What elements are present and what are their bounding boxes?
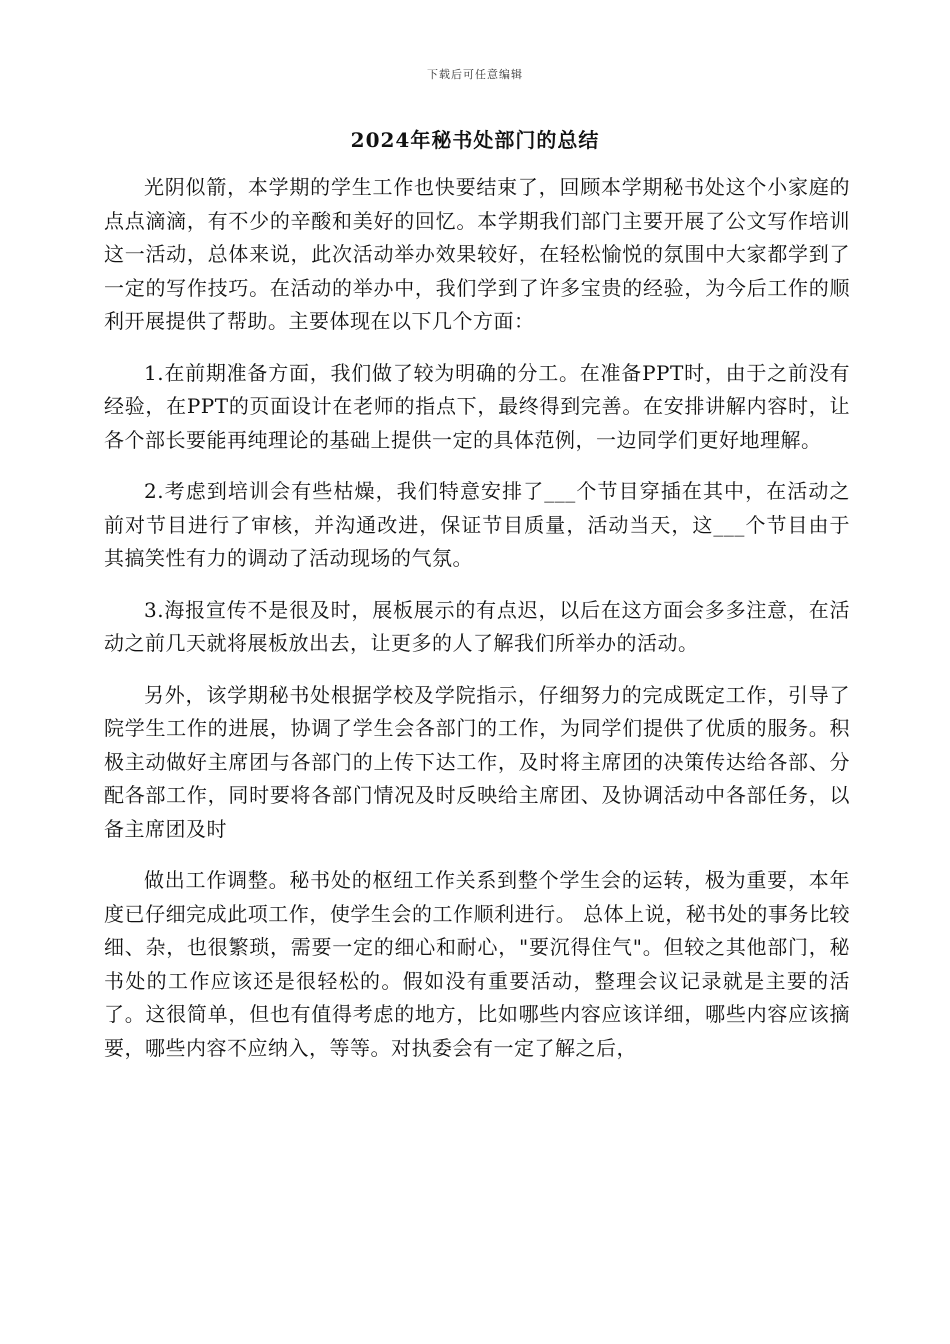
header-note: 下载后可任意编辑 bbox=[427, 68, 523, 81]
paragraph-point-3: 3.海报宣传不是很及时，展板展示的有点迟，以后在这方面会多多注意，在活动之前几天就将展板放出去，让更多的人了解我们所举办的活动。 bbox=[104, 597, 850, 655]
document-body bbox=[104, 171, 850, 1083]
paragraph-summary: 做出工作调整。秘书处的枢纽工作关系到整个学生会的运转，极为重要，本年度已仔细完成此项工作，使学生会的工作顺利进行。 总体上说，秘书处的事务比较细、杂，也很繁琐，需要一定的细心和耐心，"要沉得住气"。但较之其他部门，秘书处的工作应该还是很轻松的。假如没有重要活动，整理会议记录就是主要的活了。这很简单，但也有值得考虑的地方，比如哪些内容应该详细，哪些内容应该摘要，哪些内容不应纳入，等等。对执委会有一定了解之后， bbox=[104, 868, 850, 1060]
document-title: 2024年秘书处部门的总结 bbox=[350, 128, 600, 152]
paragraph-additional: 另外，该学期秘书处根据学校及学院指示，仔细努力的完成既定工作，引导了院学生工作的进展，协调了学生会各部门的工作，为同学们提供了优质的服务。积极主动做好主席团与各部门的上传下达工作，及时将主席团的决策传达给各部、分配各部工作，同时要将各部门情况及时反映给主席团、及协调活动中各部任务，以备主席团及时 bbox=[104, 682, 850, 841]
paragraph-intro: 光阴似箭，本学期的学生工作也快要结束了，回顾本学期秘书处这个小家庭的点点滴滴，有不少的辛酸和美好的回忆。本学期我们部门主要开展了公文写作培训这一活动，总体来说，此次活动举办效果较好，在轻松愉悦的氛围中大家都学到了一定的写作技巧。在活动的举办中，我们学到了许多宝贵的经验，为今后工作的顺利开展提供了帮助。主要体现在以下几个方面： bbox=[104, 175, 850, 333]
paragraph-point-2: 2.考虑到培训会有些枯燥，我们特意安排了___个节目穿插在其中，在活动之前对节目进行了审核，并沟通改进，保证节目质量，活动当天，这___个节目由于其搞笑性有力的调动了活动现场的气氛。 bbox=[104, 479, 850, 570]
paragraph-point-1: 1.在前期准备方面，我们做了较为明确的分工。在准备PPT时，由于之前没有经验，在PPT的页面设计在老师的指点下，最终得到完善。在安排讲解内容时，让各个部长要能再纯理论的基础上提供一定的具体范例，一边同学们更好地理解。 bbox=[104, 360, 850, 452]
